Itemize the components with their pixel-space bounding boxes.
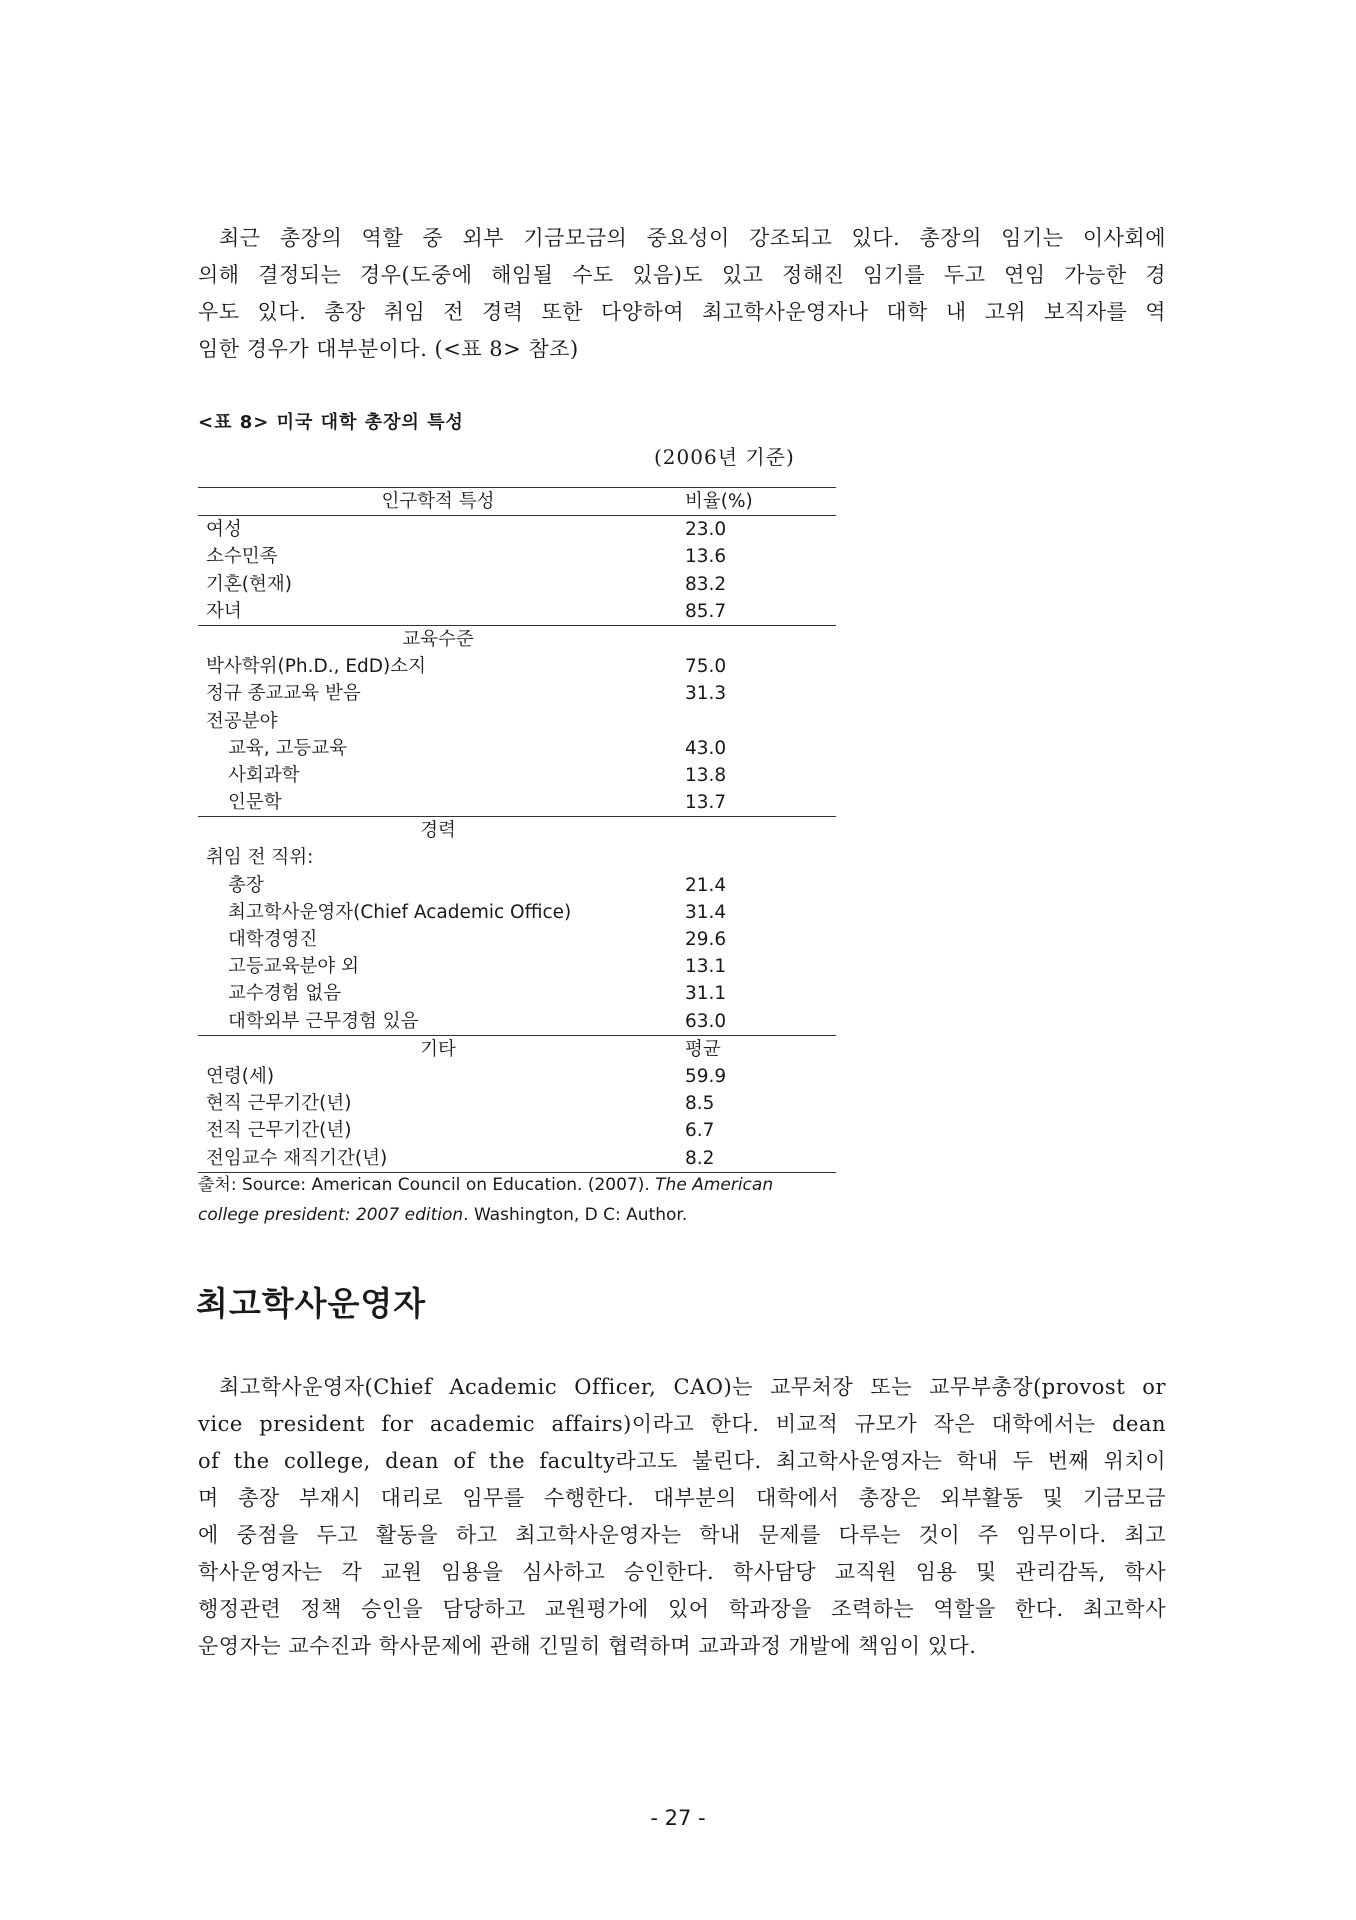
row-value: 13.7 [685,792,727,814]
row-value: 21.4 [685,874,727,896]
row-label: 전직 근무기간(년) [206,1120,352,1142]
row-label: 총장 [228,874,264,896]
table-row [198,926,836,953]
row-label: 고등교육분야 외 [228,956,359,978]
row-label: 자녀 [206,600,242,622]
paragraph-line: 최고학사운영자(Chief Academic Officer, CAO)는 교무처장 또는 교무부총장(provost or [219,1375,1166,1399]
row-label: 교육, 고등교육 [228,737,347,759]
source-suffix: . Washington, D C: Author. [463,1205,688,1225]
table-section-row [198,817,836,844]
row-value: 8.5 [685,1093,715,1115]
table-row [198,980,836,1007]
paragraph-line: vice president for academic affairs)이라고 한다. 비교적 규모가 작은 대학에서는 dean [198,1412,1166,1436]
table-section-row [198,1036,836,1063]
row-value: 31.4 [685,901,727,923]
source-prefix: 출처: Source: American Council on Education. (2007). [198,1175,656,1195]
table-section-row [198,626,836,653]
row-label: 연령(세) [206,1065,275,1087]
row-value: 13.8 [685,764,727,786]
row-label: 대학경영진 [228,929,318,950]
paragraph-line: 며 총장 부재시 대리로 임무를 수행한다. 대부분의 대학에서 총장은 외부활동 및 기금모금 [198,1486,1166,1510]
table-row [198,953,836,980]
paragraph-line: of the college, dean of the faculty라고도 불린다. 최고학사운영자는 학내 두 번째 위치이 [198,1449,1166,1473]
table-row [198,1117,836,1144]
table-row [198,1090,836,1117]
table-row [198,844,836,871]
row-label: 박사학위(Ph.D., EdD)소지 [206,656,426,678]
source-title-line-2: college president: 2007 edition [198,1205,464,1225]
row-value: 13.6 [685,546,727,568]
row-value: 13.1 [685,956,727,978]
row-value: 85.7 [685,600,727,622]
table-source-note [198,1170,838,1230]
paragraph-line: 학사운영자는 각 교원 임용을 심사하고 승인한다. 학사담당 교직원 임용 및 관리감독, 학사 [198,1560,1166,1584]
table-header-value: 비율(%) [685,491,753,512]
paragraph-line: 우도 있다. 총장 취임 전 경력 또한 다양하여 최고학사운영자나 대학 내 고위 보직자를 역 [198,300,1166,324]
row-label: 사회과학 [228,764,300,786]
table-header-row [198,487,836,516]
table-row [198,543,836,570]
row-label: 취임 전 직위: [206,847,314,869]
row-label: 전임교수 재직기간(년) [206,1147,388,1169]
paragraph-line: 운영자는 교수진과 학사문제에 관해 긴밀히 협력하며 교과과정 개발에 책임이 있다. [198,1634,977,1658]
row-value: 59.9 [685,1065,727,1087]
row-label: 교수경험 없음 [228,983,342,1005]
section-label: 교육수준 [402,628,474,650]
table-header-label: 인구학적 특성 [381,491,495,512]
section-label: 경력 [420,820,456,842]
body-paragraph-1 [198,220,1166,368]
row-label: 전공분야 [206,710,278,732]
table-row [198,872,836,899]
table-caption: <표 8> 미국 대학 총장의 특성 [198,412,464,433]
row-value: 63.0 [685,1010,727,1032]
row-value: 43.0 [685,737,727,759]
paragraph-line: 행정관련 정책 승인을 담당하고 교원평가에 있어 학과장을 조력하는 역할을 한다. 최고학사 [198,1597,1166,1621]
row-label: 최고학사운영자(Chief Academic Office) [228,901,572,923]
page-number: - 27 - [650,1806,706,1830]
table-row [198,653,836,680]
row-label: 여성 [206,519,242,541]
row-label: 기혼(현재) [206,573,292,595]
table-row [198,1145,836,1173]
table-row [198,789,836,817]
body-paragraph-2 [198,1369,1166,1665]
row-label: 정규 종교교육 받음 [206,683,361,705]
table-row [198,735,836,762]
row-label: 대학외부 근무경험 있음 [228,1010,419,1032]
paragraph-line: 에 중점을 두고 활동을 하고 최고학사운영자는 학내 문제를 다루는 것이 주 임무이다. 최고 [198,1523,1166,1547]
president-characteristics-table [198,487,836,1173]
paragraph-line: 최근 총장의 역할 중 외부 기금모금의 중요성이 강조되고 있다. 총장의 임기는 이사회에 [219,226,1166,250]
table-row [198,899,836,926]
source-title-line-1: The American [655,1175,774,1195]
table-row [198,1063,836,1090]
section-title: 최고학사운영자 [196,1284,427,1323]
section-label: 기타 [420,1038,456,1060]
row-value: 31.1 [685,983,727,1005]
section-value-header: 평균 [685,1038,721,1060]
row-label: 인문학 [228,792,282,814]
table-row [198,680,836,707]
row-label: 소수민족 [206,546,278,568]
row-value: 23.0 [685,519,727,541]
table-basis-year: (2006년 기준) [654,445,795,469]
row-value: 6.7 [685,1120,715,1142]
table-row [198,598,836,626]
table-row [198,516,836,543]
table-row [198,571,836,598]
row-value: 75.0 [685,656,727,678]
table-row [198,1008,836,1036]
row-value: 8.2 [685,1147,715,1169]
row-value: 31.3 [685,683,727,705]
table-row [198,708,836,735]
paragraph-line: 임한 경우가 대부분이다. (<표 8> 참조) [198,337,579,361]
paragraph-line: 의해 결정되는 경우(도중에 해임될 수도 있음)도 있고 정해진 임기를 두고 연임 가능한 경 [198,263,1166,287]
row-value: 83.2 [685,573,727,595]
row-value: 29.6 [685,929,727,950]
row-label: 현직 근무기간(년) [206,1093,352,1115]
table-row [198,762,836,789]
